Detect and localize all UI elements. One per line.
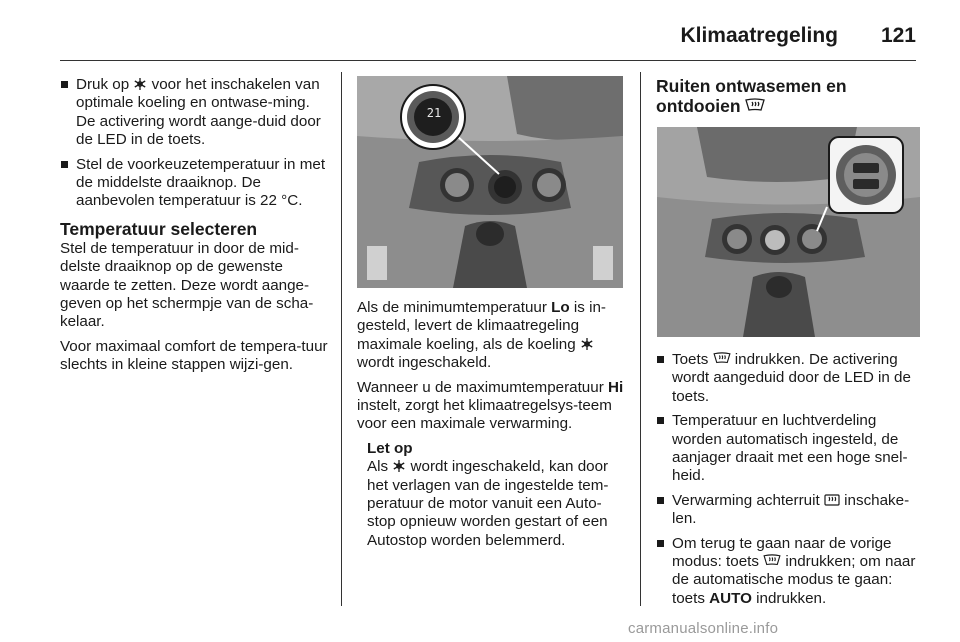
column-divider xyxy=(341,72,342,606)
list-item: Temperatuur en luchtverdeling worden automatisch ingesteld, de aanjager draait met een hoge snel-heid. xyxy=(656,412,926,486)
snowflake-icon xyxy=(392,459,406,473)
photo-climate-knob xyxy=(357,76,623,288)
list-item: Om terug te gaan naar de vorige modus: toets indrukken; om naar de automatische modus te gaan: toets AUTO indrukken. xyxy=(656,535,926,609)
column-middle xyxy=(357,299,627,550)
windscreen-defrost-icon xyxy=(713,352,731,366)
watermark: carmanualsonline.info xyxy=(628,620,779,637)
bullet-square xyxy=(657,417,664,424)
column-right xyxy=(656,74,926,117)
snowflake-icon xyxy=(580,337,594,351)
snowflake-icon xyxy=(133,77,147,91)
column-left xyxy=(60,76,332,381)
photo-defrost-button xyxy=(657,127,920,337)
list-item: Toets indrukken. De activering wordt aangeduid door de LED in de toets. xyxy=(656,351,926,406)
windscreen-defrost-icon xyxy=(763,554,781,568)
page-title: Klimaatregeling xyxy=(680,24,838,47)
windscreen-defrost-icon xyxy=(745,98,765,114)
climate-panel-illustration xyxy=(357,76,623,288)
note-title: Let op xyxy=(367,439,413,457)
column-divider xyxy=(640,72,641,606)
rear-window-heating-icon xyxy=(824,494,840,507)
paragraph: Wanneer u de maximumtemperatuur Hi instelt, zorgt het klimaatregelsys-teem voor een maximale verwarming. xyxy=(357,378,624,433)
bullet-square xyxy=(657,540,664,547)
note-text: Als wordt ingeschakeld, kan door het verlagen van de ingestelde tem-peratuur de motor vanuit een Auto-stop opnieuw worden gestart of een Autostop worden belemmerd. xyxy=(367,458,609,549)
note-block xyxy=(357,440,627,550)
list-item: Druk op voor het inschakelen van optimale koeling en ontwase-ming. De activering wordt aange-duid door de LED in de toets. xyxy=(60,76,332,150)
paragraph: Stel de temperatuur in door de mid-delste draaiknop op de gewenste waarde te zetten. Deze wordt aange-geven op het schermpje van de scha-kelaar. xyxy=(60,239,314,331)
bullet-square xyxy=(61,81,68,88)
page-header xyxy=(60,14,916,61)
defrost-panel-illustration xyxy=(657,127,920,337)
page-number: 121 xyxy=(880,24,916,47)
section-heading: Ruiten ontwasemen en ontdooien xyxy=(656,76,847,116)
bullet-square xyxy=(61,161,68,168)
bullet-square xyxy=(657,497,664,504)
section-heading: Temperatuur selecteren xyxy=(60,218,258,239)
column-right-list xyxy=(656,351,926,614)
paragraph: Voor maximaal comfort de tempera-tuur slechts in kleine stappen wijzi-gen. xyxy=(60,337,328,374)
list-item: Verwarming achterruit inschake-len. xyxy=(656,492,926,529)
paragraph: Als de minimumtemperatuur Lo is in-gesteld, levert de klimaatregeling maximale koeling, als de koeling wordt ingeschakeld. xyxy=(357,299,606,372)
bullet-square xyxy=(657,356,664,363)
list-item: Stel de voorkeuzetemperatuur in met de middelste draaiknop. De aanbevolen temperatuur is 22 °C. xyxy=(60,156,332,211)
temperature-display: 21 xyxy=(426,106,442,120)
